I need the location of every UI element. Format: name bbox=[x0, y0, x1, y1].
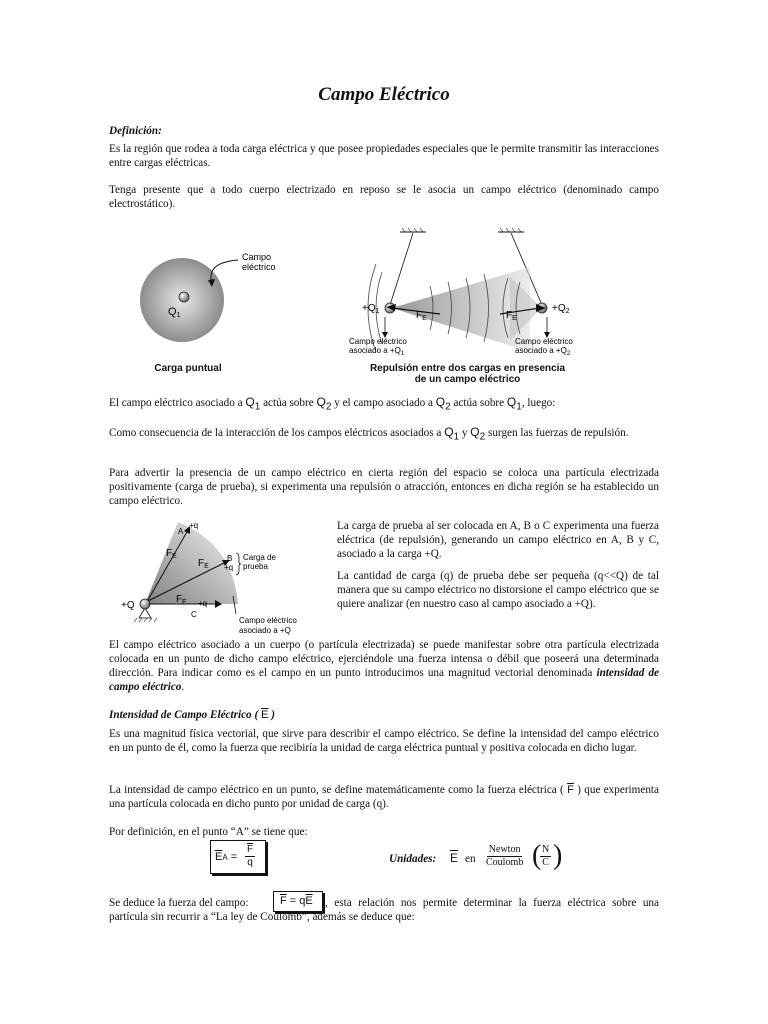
force-label-right: $F_E$ bbox=[506, 310, 517, 322]
svg-text:C: C bbox=[191, 610, 197, 619]
svg-text:A: A bbox=[178, 527, 184, 536]
paragraph-fields-act: El campo eléctrico asociado a $Q_1$ actúa sobre $Q_2$ y el campo asociado a $Q_2$ actúa sobre $Q_1$, luego: bbox=[109, 395, 556, 413]
definicion-heading: Definición: bbox=[109, 125, 162, 137]
charge-label: Q1 bbox=[168, 306, 181, 319]
paragraph-test-charge-small: La cantidad de carga (q) de prueba debe ser pequeña (q<<Q) de tal manera que su campo eléctrico no distorsione el campo eléctrico que se quiere analizar (en nuestro caso al campo asociado a +Q). bbox=[337, 570, 659, 610]
svg-text:B: B bbox=[227, 554, 233, 563]
intensity-heading: Intensidad de Campo Eléctrico ( $\overline{E}$ ) bbox=[109, 709, 275, 721]
paragraph-intensity-math: La intensidad de campo eléctrico en un punto, se define matemáticamente como la fuerza eléctrica ( $\overline{F}$ ) que experimenta una partícula colocada en dicho punto por unidad de carga (q). bbox=[109, 784, 659, 810]
svg-text:asociado a +Q1: asociado $a +Q_1$ bbox=[349, 346, 405, 357]
point-charge-figure bbox=[130, 240, 310, 380]
units-formula: Unidades: $\overline{E}$ en Newton Coulomb ( $\frac{N}{C}$ ) bbox=[389, 840, 563, 871]
svg-text:Campo eléctrico: Campo eléctrico bbox=[349, 337, 407, 346]
formula-e-equals-f-over-q: $\overline{E}A$ = $\frac{\overline{F}}{q}$ bbox=[210, 840, 266, 874]
charge-sphere bbox=[179, 292, 189, 302]
svg-text:+q: +q bbox=[224, 563, 234, 572]
svg-text:Carga de: Carga de bbox=[243, 553, 276, 562]
svg-text:+q: +q bbox=[198, 599, 208, 608]
paragraph-definition-point-a: Por definición, en el punto “A” se tiene que: bbox=[109, 826, 308, 838]
svg-text:FE: $F_E$ bbox=[176, 594, 187, 606]
fig2-caption: Repulsión entre dos cargas en presencia de un campo eléctrico bbox=[369, 363, 566, 385]
svg-text:+Q1: $+Q_1$ bbox=[362, 303, 380, 315]
deduce-label: Se deduce la fuerza del campo: bbox=[109, 897, 249, 909]
paragraph-field-manifest: El campo eléctrico asociado a un cuerpo (o partícula electrizada) se puede manifestar sobre otra partícula electrizada colocada en un punto de dicho campo eléctrico, ejerciéndole una fuerza intensa o débil que poseerá una determinada dirección. Para indicar como es el campo en un punto introducimos una magnitud vectorial denominada intensidad de campo eléctrico. bbox=[109, 639, 659, 693]
svg-text:asociado a +Q2: asociado $a +Q_2$ bbox=[515, 346, 571, 357]
force-label-left: $F_E$ bbox=[416, 310, 427, 322]
test-charge-figure bbox=[118, 518, 328, 640]
paragraph-test-charge-positions: La carga de prueba al ser colocada en A, B o C experimenta una fuerza eléctrica (de repulsión), generando un campo eléctrico en A, B y C, asociado a la carga +Q. bbox=[337, 520, 659, 560]
svg-text:FE: $F_E$ bbox=[166, 548, 177, 560]
fig1-caption: Carga puntual bbox=[154, 363, 222, 374]
svg-text:asociado a +Q: asociado a +Q bbox=[239, 626, 291, 635]
page-title: Campo Eléctrico bbox=[318, 84, 450, 105]
repulsion-figure bbox=[330, 222, 620, 364]
svg-text:+Q: +Q bbox=[121, 600, 135, 611]
campo-label-line1: Campo bbox=[242, 252, 272, 262]
string-left bbox=[390, 233, 413, 305]
svg-text:FE: $F_E$ bbox=[198, 558, 209, 570]
paragraph-intensity-definition: Es una magnitud física vectorial, que sirve para describir el campo eléctrico. Se define la intensidad del campo eléctrico en un punto de él, como la fuerza que recibiría la unidad de carga eléctrica puntual y positiva colocada en dicho lugar. bbox=[109, 728, 659, 754]
paragraph-consequence: Como consecuencia de la interacción de los campos eléctricos asociados a $Q_1$ y $Q_2$ surgen las fuerzas de repulsión. bbox=[109, 425, 629, 443]
svg-text:+Q2: $+Q_2$ bbox=[552, 303, 570, 315]
svg-text:+q: +q bbox=[189, 521, 199, 530]
campo-label-line2: eléctrico bbox=[242, 262, 276, 272]
formula-f-equals-qe: $\overline{F} = q\overline{E}$ bbox=[273, 891, 323, 912]
paragraph-definition: Es la región que rodea a toda carga eléctrica y que posee propiedades especiales que le permite transmitir las interacciones entre cargas eléctricas. bbox=[109, 143, 659, 169]
paragraph-test-charge: Para advertir la presencia de un campo eléctrico en cierta región del espacio se coloca una partícula electrizada positivamente (carga de prueba), si experimenta una repulsión o atracción, entonces en dicha región se ha establecido un campo eléctrico. bbox=[109, 467, 659, 507]
svg-text:Campo eléctrico: Campo eléctrico bbox=[239, 616, 297, 625]
paragraph-deduction: , esta relación nos permite determinar la fuerza eléctrica sobre una partícula sin recurrir a “La ley de Coulomb”, además se deduce que: bbox=[109, 897, 659, 923]
paragraph-electrostatic: Tenga presente que a todo cuerpo electrizado en reposo se le asocia un campo eléctrico (denominado campo electrostático). bbox=[109, 184, 659, 210]
svg-text:Campo eléctrico: Campo eléctrico bbox=[515, 337, 573, 346]
svg-text:prueba: prueba bbox=[243, 562, 268, 571]
